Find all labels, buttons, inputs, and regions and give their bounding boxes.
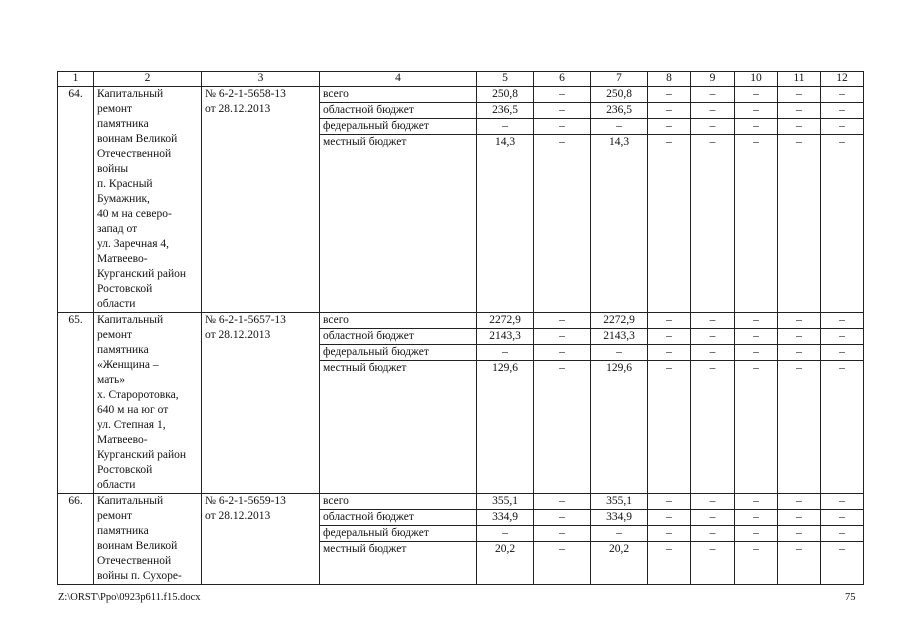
amount-cell: – xyxy=(534,526,591,542)
amount-cell: – xyxy=(648,542,691,585)
amount-cell: – xyxy=(821,526,864,542)
amount-cell: – xyxy=(534,103,591,119)
amount-cell: – xyxy=(735,510,778,526)
amount-cell: 20,2 xyxy=(477,542,534,585)
amount-cell: – xyxy=(648,313,691,329)
amount-cell: – xyxy=(735,542,778,585)
funding-source-label: областной бюджет xyxy=(320,103,477,119)
column-number: 8 xyxy=(648,72,691,87)
funding-source-label: местный бюджет xyxy=(320,361,477,494)
amount-cell: – xyxy=(821,119,864,135)
amount-cell: – xyxy=(648,361,691,494)
amount-cell: – xyxy=(691,345,735,361)
amount-cell: – xyxy=(591,119,648,135)
row-number: 65. xyxy=(58,313,94,494)
file-path-footer: Z:\ORST\Ppo\0923p611.f15.docx xyxy=(58,592,201,603)
amount-cell: 355,1 xyxy=(591,494,648,510)
amount-cell: – xyxy=(534,135,591,313)
amount-cell: 20,2 xyxy=(591,542,648,585)
amount-cell: – xyxy=(778,510,821,526)
funding-source-label: всего xyxy=(320,87,477,103)
amount-cell: – xyxy=(778,494,821,510)
amount-cell: – xyxy=(778,135,821,313)
amount-cell: 14,3 xyxy=(477,135,534,313)
column-number-row xyxy=(58,72,864,87)
amount-cell: – xyxy=(735,313,778,329)
amount-cell: – xyxy=(778,345,821,361)
funding-source-label: федеральный бюджет xyxy=(320,119,477,135)
amount-cell: – xyxy=(691,313,735,329)
amount-cell: – xyxy=(648,103,691,119)
amount-cell: – xyxy=(691,542,735,585)
amount-cell: – xyxy=(591,526,648,542)
amount-cell: 334,9 xyxy=(591,510,648,526)
amount-cell: – xyxy=(477,119,534,135)
amount-cell: – xyxy=(778,542,821,585)
amount-cell: – xyxy=(821,361,864,494)
table-row xyxy=(58,87,864,103)
amount-cell: – xyxy=(648,135,691,313)
funding-source-label: всего xyxy=(320,494,477,510)
amount-cell: – xyxy=(477,526,534,542)
document-reference: № 6-2-1-5657-13 от 28.12.2013 xyxy=(202,313,320,494)
amount-cell: – xyxy=(821,135,864,313)
funding-source-label: местный бюджет xyxy=(320,135,477,313)
amount-cell: – xyxy=(691,494,735,510)
amount-cell: – xyxy=(534,313,591,329)
amount-cell: 355,1 xyxy=(477,494,534,510)
table-row xyxy=(58,313,864,329)
amount-cell: – xyxy=(778,87,821,103)
amount-cell: 236,5 xyxy=(477,103,534,119)
amount-cell: – xyxy=(534,329,591,345)
amount-cell: – xyxy=(691,526,735,542)
document-reference: № 6-2-1-5658-13 от 28.12.2013 xyxy=(202,87,320,313)
amount-cell: – xyxy=(534,542,591,585)
object-description: Капитальный ремонт памятника воинам Великой Отечественной войны п. Сухоре- xyxy=(94,494,202,585)
funding-source-label: областной бюджет xyxy=(320,329,477,345)
amount-cell: – xyxy=(778,103,821,119)
amount-cell: – xyxy=(735,119,778,135)
amount-cell: – xyxy=(691,510,735,526)
amount-cell: – xyxy=(821,345,864,361)
amount-cell: – xyxy=(648,119,691,135)
amount-cell: – xyxy=(691,103,735,119)
amount-cell: 2143,3 xyxy=(591,329,648,345)
funding-source-label: всего xyxy=(320,313,477,329)
amount-cell: 2272,9 xyxy=(591,313,648,329)
amount-cell: – xyxy=(735,87,778,103)
funding-source-label: местный бюджет xyxy=(320,542,477,585)
amount-cell: – xyxy=(691,87,735,103)
amount-cell: – xyxy=(648,87,691,103)
amount-cell: – xyxy=(778,329,821,345)
column-number: 9 xyxy=(691,72,735,87)
amount-cell: 2143,3 xyxy=(477,329,534,345)
amount-cell: – xyxy=(534,87,591,103)
amount-cell: – xyxy=(778,119,821,135)
amount-cell: – xyxy=(648,345,691,361)
amount-cell: – xyxy=(534,494,591,510)
amount-cell: – xyxy=(735,494,778,510)
amount-cell: – xyxy=(534,510,591,526)
column-number: 11 xyxy=(778,72,821,87)
amount-cell: – xyxy=(821,494,864,510)
column-number: 6 xyxy=(534,72,591,87)
amount-cell: – xyxy=(821,510,864,526)
amount-cell: – xyxy=(735,329,778,345)
amount-cell: 250,8 xyxy=(591,87,648,103)
amount-cell: – xyxy=(591,345,648,361)
amount-cell: – xyxy=(778,313,821,329)
column-number: 4 xyxy=(320,72,477,87)
amount-cell: – xyxy=(821,103,864,119)
amount-cell: – xyxy=(648,494,691,510)
amount-cell: – xyxy=(778,526,821,542)
amount-cell: – xyxy=(648,510,691,526)
column-number: 7 xyxy=(591,72,648,87)
amount-cell: 129,6 xyxy=(477,361,534,494)
funding-source-label: областной бюджет xyxy=(320,510,477,526)
amount-cell: – xyxy=(821,329,864,345)
amount-cell: 250,8 xyxy=(477,87,534,103)
amount-cell: – xyxy=(691,361,735,494)
amount-cell: 14,3 xyxy=(591,135,648,313)
page-number: 75 xyxy=(845,592,856,603)
amount-cell: – xyxy=(691,119,735,135)
table-row xyxy=(58,494,864,510)
column-number: 10 xyxy=(735,72,778,87)
amount-cell: – xyxy=(534,361,591,494)
object-description: Капитальный ремонт памятника «Женщина – мать» х. Староротовка, 640 м на юг от ул. Степная 1, Матвеево- Курганский район Ростовской области xyxy=(94,313,202,494)
amount-cell: 334,9 xyxy=(477,510,534,526)
row-number: 66. xyxy=(58,494,94,585)
amount-cell: 129,6 xyxy=(591,361,648,494)
amount-cell: – xyxy=(477,345,534,361)
object-description: Капитальный ремонт памятника воинам Великой Отечественной войны п. Красный Бумажник, 40 м на северо- запад от ул. Заречная 4, Матвеево- Курганский район Ростовской области xyxy=(94,87,202,313)
amount-cell: – xyxy=(648,526,691,542)
amount-cell: – xyxy=(534,119,591,135)
column-number: 2 xyxy=(94,72,202,87)
funding-source-label: федеральный бюджет xyxy=(320,345,477,361)
amount-cell: – xyxy=(735,135,778,313)
amount-cell: – xyxy=(691,135,735,313)
column-number: 5 xyxy=(477,72,534,87)
document-reference: № 6-2-1-5659-13 от 28.12.2013 xyxy=(202,494,320,585)
amount-cell: – xyxy=(735,345,778,361)
column-number: 3 xyxy=(202,72,320,87)
funding-source-label: федеральный бюджет xyxy=(320,526,477,542)
amount-cell: – xyxy=(821,542,864,585)
amount-cell: – xyxy=(821,313,864,329)
amount-cell: 236,5 xyxy=(591,103,648,119)
column-number: 1 xyxy=(58,72,94,87)
column-number: 12 xyxy=(821,72,864,87)
amount-cell: 2272,9 xyxy=(477,313,534,329)
amount-cell: – xyxy=(534,345,591,361)
amount-cell: – xyxy=(778,361,821,494)
amount-cell: – xyxy=(691,329,735,345)
amount-cell: – xyxy=(821,87,864,103)
budget-table xyxy=(57,71,864,585)
row-number: 64. xyxy=(58,87,94,313)
amount-cell: – xyxy=(735,103,778,119)
amount-cell: – xyxy=(735,526,778,542)
amount-cell: – xyxy=(735,361,778,494)
amount-cell: – xyxy=(648,329,691,345)
